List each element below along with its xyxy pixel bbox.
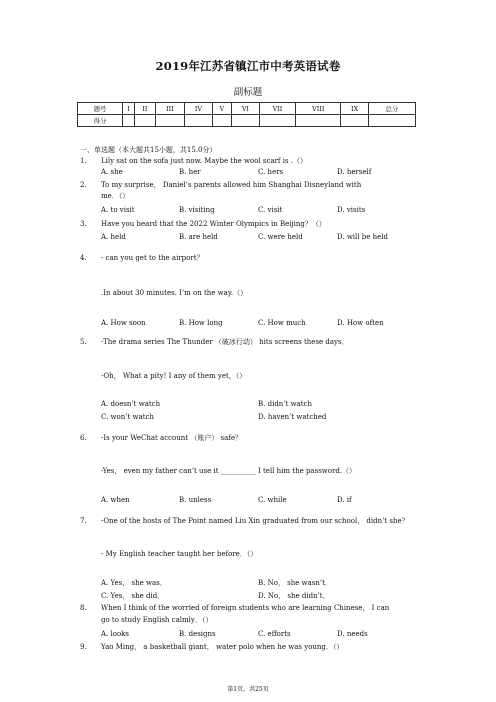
- option-a[interactable]: A. she: [101, 168, 123, 176]
- score-cell: [368, 115, 415, 127]
- question-number: 9.: [80, 643, 87, 651]
- score-cell: V: [212, 103, 231, 115]
- score-cell: VI: [232, 103, 260, 115]
- score-cell: [259, 115, 295, 127]
- score-table: [77, 102, 416, 127]
- question-text: -One of the hosts of The Point named Liu Xin graduated from our school， didn’t she？: [101, 517, 409, 525]
- question-text: To my surprise， Daniel’s parents allowed him Shanghai Disneyland with: [101, 181, 362, 189]
- question-number: 8.: [80, 604, 87, 612]
- score-cell: [232, 115, 260, 127]
- option-d[interactable]: D. will be held: [337, 233, 388, 241]
- option-b[interactable]: B. her: [179, 168, 201, 176]
- option-b[interactable]: B. unless: [179, 496, 212, 504]
- option-c[interactable]: C. visit: [258, 206, 283, 214]
- option-c[interactable]: C. hers: [258, 168, 284, 176]
- question-text: When I think of the worried of foreign students who are learning Chinese， I can: [101, 604, 390, 612]
- score-cell: 得分: [78, 115, 123, 127]
- option-a[interactable]: A. to visit: [101, 206, 135, 214]
- option-d[interactable]: D. if: [337, 496, 352, 504]
- option-c[interactable]: C. won’t watch: [101, 413, 154, 421]
- question-number: 6.: [80, 434, 87, 442]
- option-d[interactable]: D. haven’t watched: [258, 413, 327, 421]
- exam-subtitle: 副标题: [233, 87, 263, 98]
- question-number: 7.: [80, 517, 87, 525]
- score-cell: [341, 115, 369, 127]
- question-number: 5.: [80, 338, 87, 346]
- question-text: -Yes， even my father can’t use it __________ I tell him the password.（）: [101, 467, 357, 475]
- question-text: go to study English calmly．（）: [101, 616, 213, 624]
- option-c[interactable]: C. How much: [258, 319, 306, 327]
- score-cell: I: [123, 103, 135, 115]
- score-cell: IX: [341, 103, 369, 115]
- score-cell: II: [135, 103, 156, 115]
- score-cell: IV: [185, 103, 213, 115]
- option-c[interactable]: C. efforts: [258, 630, 291, 638]
- question-text: -Is your WeChat account （账户） safe？: [101, 434, 243, 442]
- score-table-score-row: [78, 115, 416, 127]
- score-table-header-row: [78, 103, 416, 115]
- score-cell: VII: [259, 103, 295, 115]
- option-b[interactable]: B. are held: [179, 233, 218, 241]
- score-cell: [123, 115, 135, 127]
- score-cell: VIII: [296, 103, 341, 115]
- option-d[interactable]: D. How often: [337, 319, 384, 327]
- score-cell: [212, 115, 231, 127]
- option-a[interactable]: A. when: [101, 496, 130, 504]
- option-a[interactable]: A. How soon: [101, 319, 146, 327]
- option-b[interactable]: B. How long: [179, 319, 223, 327]
- option-c[interactable]: C. while: [258, 496, 287, 504]
- score-cell: [155, 115, 184, 127]
- option-a[interactable]: A. held: [101, 233, 126, 241]
- question-text: Have you heard that the 2022 Winter Olympics in Beijing？（）: [101, 220, 326, 228]
- option-d[interactable]: D. No， she didn’t．: [258, 592, 330, 600]
- question-text: -The drama series The Thunder （破冰行动） hits screens these days．: [101, 338, 349, 346]
- option-d[interactable]: D. visits: [337, 206, 366, 214]
- option-a[interactable]: A. doesn’t watch: [101, 400, 161, 408]
- score-cell: [135, 115, 156, 127]
- option-a[interactable]: A. Yes， she was．: [101, 579, 167, 587]
- question-number: 2.: [80, 181, 87, 189]
- option-c[interactable]: C. Yes， she did．: [101, 592, 165, 600]
- question-text: me．（）: [101, 192, 130, 200]
- option-b[interactable]: B. designs: [179, 630, 216, 638]
- question-text: - can you get to the airport？: [101, 254, 204, 262]
- question-text: Lily sat on the sofa just now. Maybe the wool scarf is .（）: [101, 157, 308, 165]
- score-cell: 题号: [78, 103, 123, 115]
- page-footer: 第1页，共25页: [227, 686, 269, 693]
- option-d[interactable]: D. needs: [337, 630, 368, 638]
- question-number: 1.: [80, 157, 87, 165]
- question-text: - My English teacher taught her before．（）: [101, 550, 258, 558]
- exam-title: 2019年江苏省镇江市中考英语试卷: [155, 59, 341, 73]
- section-heading: 一、单选题（本大题共15小题，共15.0分）: [80, 146, 217, 154]
- score-cell: [185, 115, 213, 127]
- option-d[interactable]: D. herself: [337, 168, 372, 176]
- question-text: Yao Ming， a basketball giant， water polo when he was young．（）: [101, 643, 344, 651]
- score-cell: 总分: [368, 103, 415, 115]
- option-b[interactable]: B. No， she wasn’t．: [258, 579, 332, 587]
- option-c[interactable]: C. were held: [258, 233, 303, 241]
- option-a[interactable]: A. looks: [101, 630, 130, 638]
- score-cell: III: [155, 103, 184, 115]
- question-text: .In about 30 minutes. I’m on the way.（）: [101, 289, 248, 297]
- score-cell: [296, 115, 341, 127]
- option-b[interactable]: B. didn’t watch: [258, 400, 312, 408]
- question-text: -Oh， What a pity! I any of them yet，（）: [101, 372, 247, 380]
- question-number: 3.: [80, 220, 87, 228]
- question-number: 4.: [80, 254, 87, 262]
- option-b[interactable]: B. visiting: [179, 206, 215, 214]
